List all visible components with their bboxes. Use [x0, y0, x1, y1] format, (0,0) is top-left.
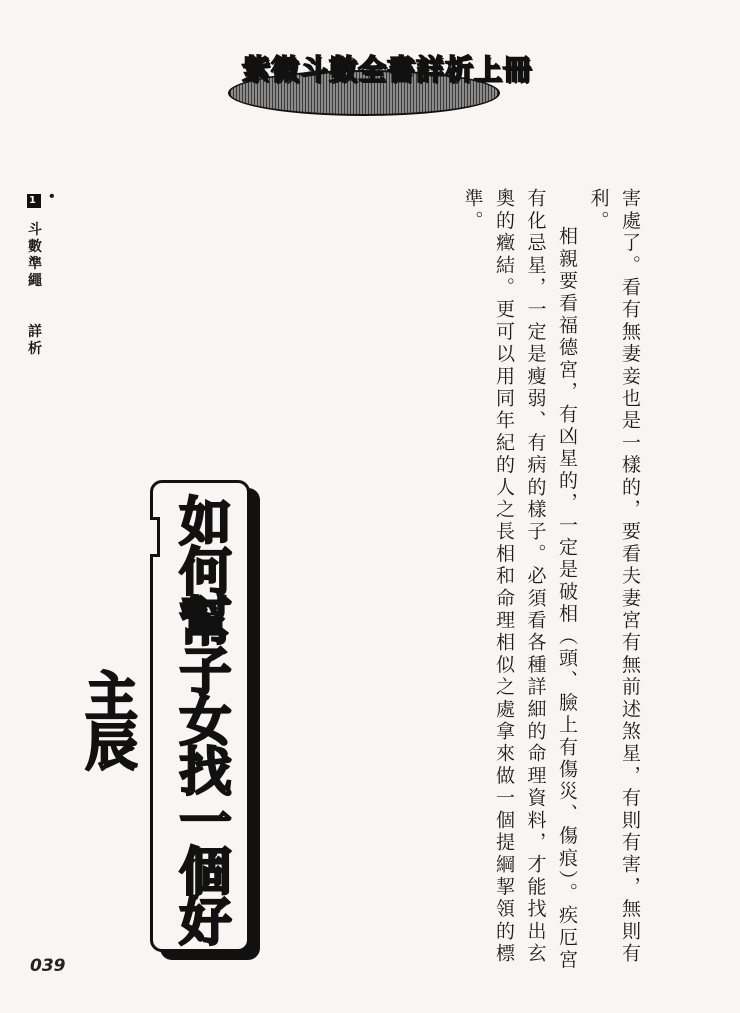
side-dot: • [44, 192, 58, 203]
chapter-title: 如何幫子女找一個好主辰 [76, 493, 230, 944]
running-header [24, 192, 58, 358]
paragraph-2: 相親要看福德宮，有凶星的，一定是破相（頭、臉上有傷災、傷痕）。疾厄宮有化忌星，一定是瘦弱、有病的樣子。必須看各種詳細的命理資料，才能找出玄奧的癥結。更可以用同年紀的人之長相和命理相似之處拿來做一個提綱挈領的標準。 [461, 188, 578, 972]
chapter-title-box [76, 480, 250, 952]
section-badge: 1 [27, 194, 41, 208]
section-name: 斗數準繩 [26, 221, 42, 290]
header-banner [228, 48, 533, 118]
paragraph-1: 害處了。看有無妻妾也是一樣的，要看夫妻宮有無前述煞星，有則有害，無則有利。 [587, 188, 641, 965]
book-title: 紫微斗數全書詳析上冊 [242, 53, 533, 86]
page-number: 039 [30, 956, 66, 976]
section-subtitle: 詳析 [26, 323, 42, 358]
body-text [420, 188, 645, 978]
